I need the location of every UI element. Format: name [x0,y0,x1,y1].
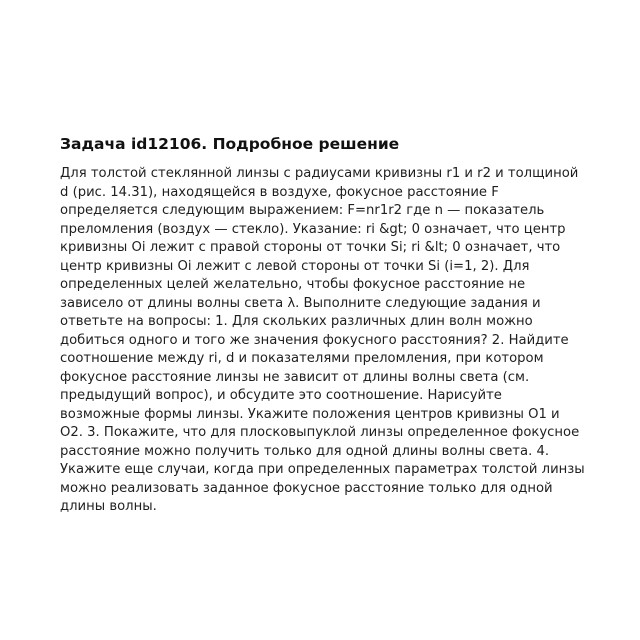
document [60,133,585,517]
problem-text: Для толстой стеклянной линзы с радиусами кривизны r1 и r2 и толщиной d (рис. 14.31), находящейся в воздухе, фокусное расстояние F определяется следующим выражением: F=nr1r2 где n — показатель преломления (воздух — стекло). Указание: ri &gt; 0 означает, что центр кривизны Oi лежит с правой стороны от точки Si; ri &lt; 0 означает, что центр кривизны Oi лежит с левой стороны от точки Si (i=1, 2). Для определенных целей желательно, чтобы фокусное расстояние не зависело от длины волны света λ. Выполните следующие задания и ответьте на вопросы: 1. Для скольких различных длин волн можно добиться одного и того же значения фокусного расстояния? 2. Найдите соотношение между ri, d и показателями преломления, при котором фокусное расстояние линзы не зависит от длины волны света (см. предыдущий вопрос), и обсудите это соотношение. Нарисуйте возможные формы линзы. Укажите положения центров кривизны O1 и O2. 3. Покажите, что для плосковыпуклой линзы определенное фокусное расстояние можно получить только для одной длины волны света. 4. Укажите еще случаи, когда при определенных параметрах толстой линзы можно реализовать заданное фокусное расстояние только для одной длины волны. [60,166,585,514]
document-title: Задача id12106. Подробное решение [60,135,400,153]
